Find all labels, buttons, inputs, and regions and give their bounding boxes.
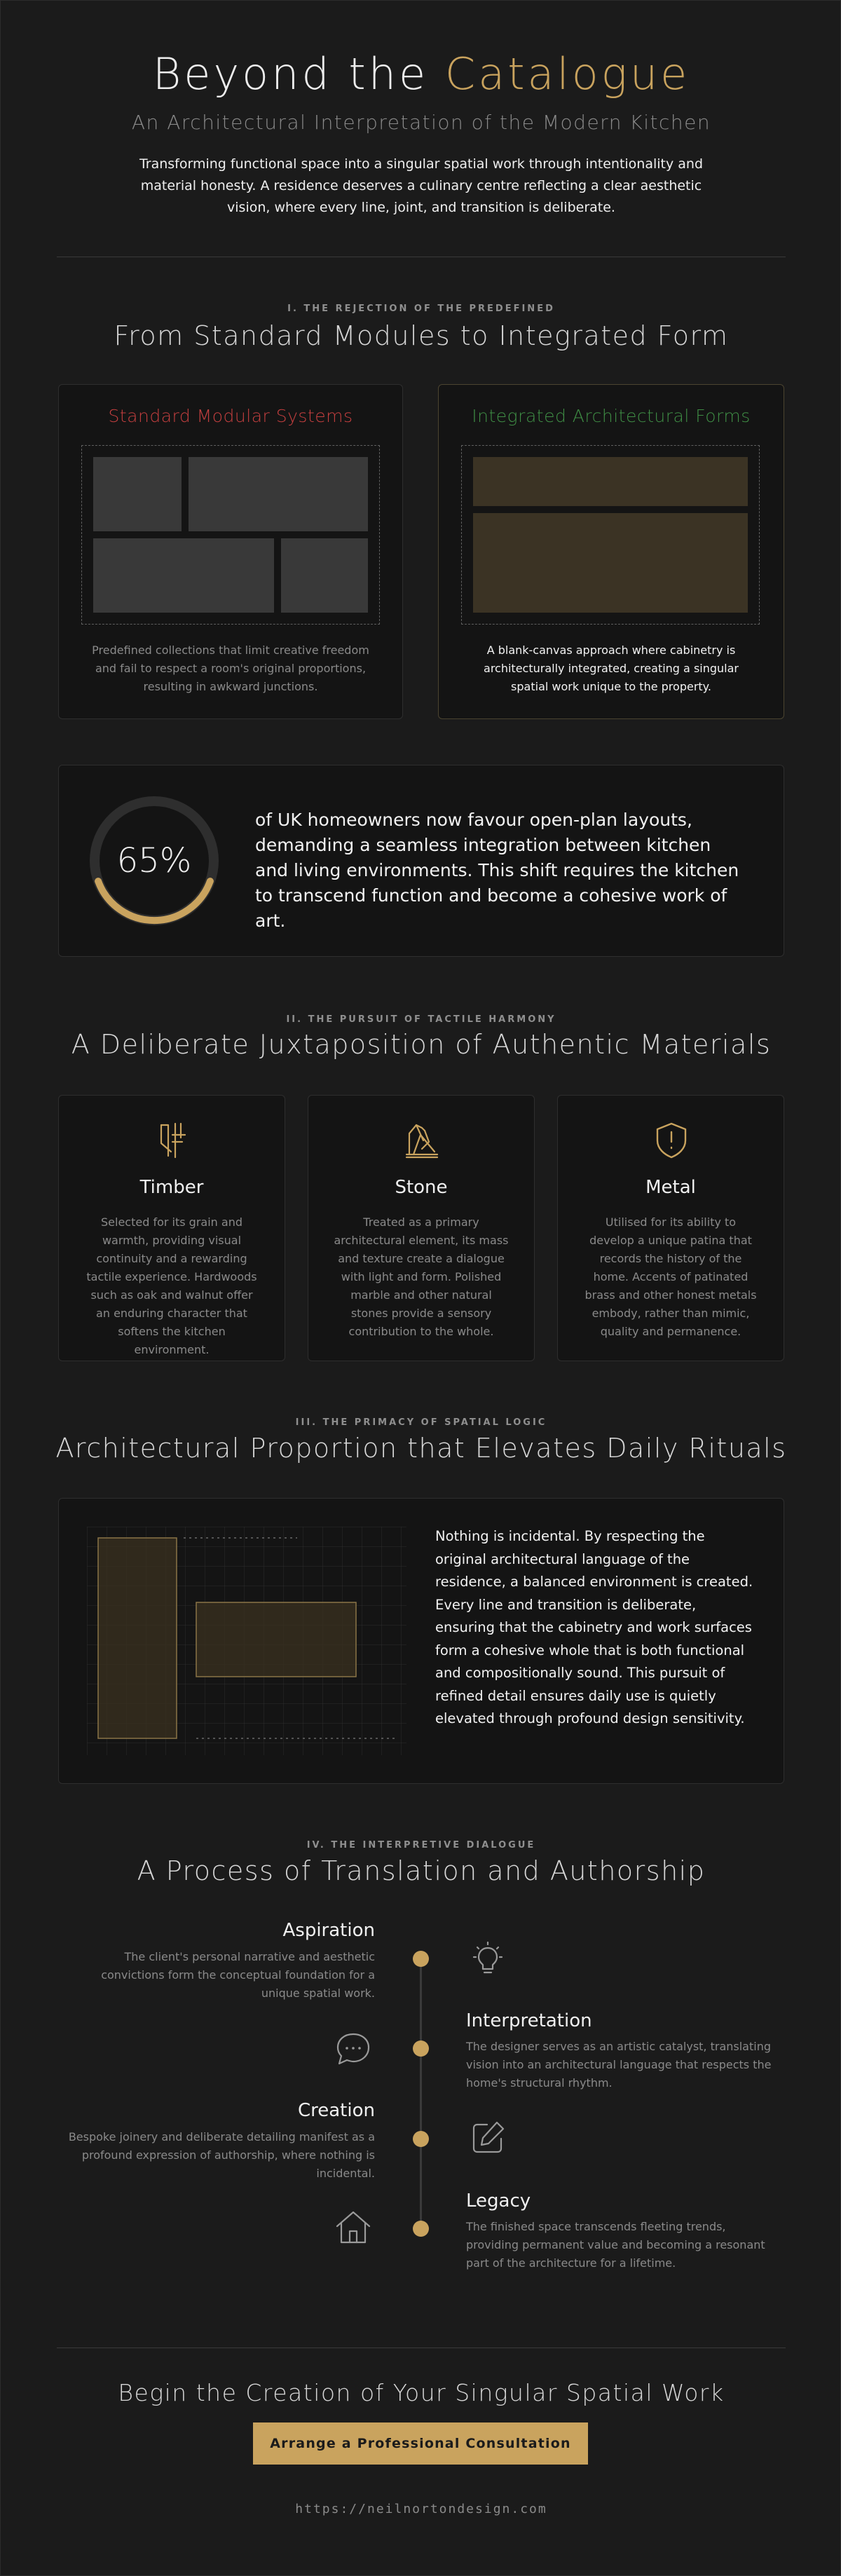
material-description: Selected for its grain and warmth, providing visual continuity and a rewarding tactile experience. Hardwoods such as oak and walnut offer an enduring character that softens the kitchen environment.	[86, 1215, 257, 1356]
proportion-card	[58, 1498, 784, 1784]
website-url[interactable]: https://neilnortondesign.com	[295, 2502, 547, 2516]
pencil-square-icon	[467, 2118, 508, 2158]
hero-title-accent: Catalogue	[444, 48, 690, 100]
standard-card-description: Predefined collections that limit creative freedom and fail to respect a room's original proportions, resulting in awkward junctions.	[92, 643, 369, 693]
standard-modular-card	[58, 384, 403, 719]
module-block	[281, 538, 368, 613]
timeline-step-title-aspiration: Aspiration	[282, 1920, 375, 1941]
proportion-grid-diagram	[87, 1527, 406, 1755]
cta-title: Begin the Creation of Your Singular Spatial Work	[118, 2379, 725, 2406]
material-description: Treated as a primary architectural element, its mass and texture create a dialogue with light and form. Polished marble and other natural stones provide a sensory contribution to the whole.	[334, 1215, 509, 1338]
integrated-card-title: Integrated Architectural Forms	[472, 406, 751, 426]
module-block	[93, 538, 274, 613]
material-description: Utilised for its ability to develop a unique patina that records the history of the home. Accents of patinated brass and other honest metals embody, rather than mimic, quality and permanence.	[584, 1215, 757, 1338]
metal-icon	[653, 1121, 690, 1160]
hero-title	[1, 48, 841, 100]
timeline-dot	[413, 2040, 429, 2057]
integrated-block	[473, 513, 748, 613]
lightbulb-icon	[467, 1940, 508, 1980]
timeline-step-description: The client's personal narrative and aesthetic convictions form the conceptual foundation for a unique spatial work.	[101, 1950, 375, 2000]
stat-value: 65%	[116, 841, 192, 880]
hero-title-main: Beyond the	[152, 48, 429, 100]
timeline-step-title-legacy: Legacy	[466, 2190, 531, 2212]
proportion-text: Nothing is incidental. By respecting the original architectural language of the residence, a balanced environment is created. Every line and transition is deliberate, ensuring that the cabinetry and work surfaces form a cohesive whole that is both functional and compositionally sound. This pursuit of refined detail ensures daily use is quietly elevated through profound design sensitivity.	[435, 1528, 753, 1726]
timeline-step-title-creation: Creation	[297, 2100, 375, 2121]
integrated-card-description: A blank-canvas approach where cabinetry is architecturally integrated, creating a singular spatial work unique to the property.	[484, 643, 739, 693]
section-1-title: From Standard Modules to Integrated Form	[114, 320, 729, 351]
timeline-step-title-interpretation: Interpretation	[466, 2010, 592, 2031]
material-card-timber	[58, 1095, 285, 1361]
module-block	[189, 457, 368, 531]
section-2-title: A Deliberate Juxtaposition of Authentic Materials	[71, 1029, 772, 1060]
worksurface-block	[196, 1602, 356, 1677]
hero-subtitle: An Architectural Interpretation of the Modern Kitchen	[131, 111, 711, 134]
section-4-title: A Process of Translation and Authorship	[137, 1855, 706, 1886]
timeline-dot	[413, 1951, 429, 1967]
timber-icon	[154, 1121, 191, 1160]
hero-intro: Transforming functional space into a singular spatial work through intentionality and material honesty. A residence deserves a culinary centre reflecting a clear aesthetic vision, where every line, joint, and transition is deliberate.	[139, 156, 704, 215]
section-1-eyebrow: I. THE REJECTION OF THE PREDEFINED	[287, 304, 555, 314]
section-4-eyebrow: IV. THE INTERPRETIVE DIALOGUE	[306, 1840, 536, 1851]
open-plan-stat-card	[58, 765, 784, 957]
house-icon	[333, 2207, 374, 2248]
stone-icon	[404, 1121, 440, 1160]
section-2-eyebrow: II. THE PURSUIT OF TACTILE HARMONY	[286, 1014, 556, 1025]
integrated-forms-diagram	[461, 445, 760, 625]
tall-unit-block	[98, 1538, 177, 1738]
section-3-eyebrow: III. THE PRIMACY OF SPATIAL LOGIC	[295, 1417, 547, 1428]
arrange-consultation-button[interactable]: Arrange a Professional Consultation	[253, 2422, 588, 2465]
stat-text: of UK homeowners now favour open-plan layouts, demanding a seamless integration between kitchen and living environments. This shift requires the kitchen to transcend function and become a cohesive work of art.	[255, 810, 739, 931]
material-title: Metal	[645, 1177, 696, 1198]
standard-card-title: Standard Modular Systems	[108, 406, 353, 426]
timeline-step-description: The finished space transcends fleeting trends, providing permanent value and becoming a resonant part of the architecture for a lifetime.	[466, 2220, 765, 2270]
material-card-stone	[308, 1095, 535, 1361]
standard-modules-diagram	[81, 445, 380, 625]
integrated-forms-card	[438, 384, 784, 719]
material-title: Timber	[139, 1177, 204, 1198]
timeline-line	[420, 1959, 422, 2230]
section-3-title: Architectural Proportion that Elevates Daily Rituals	[55, 1433, 787, 1464]
timeline-step-description: The designer serves as an artistic catalyst, translating vision into an architectural language that respects the home's structural rhythm.	[466, 2040, 772, 2090]
footer-divider	[57, 2347, 786, 2348]
integrated-block	[473, 457, 748, 506]
material-card-metal	[557, 1095, 784, 1361]
timeline-step-description: Bespoke joinery and deliberate detailing manifest as a profound expression of authorship, where nothing is incidental.	[68, 2130, 375, 2180]
timeline-dot	[413, 2131, 429, 2147]
material-title: Stone	[395, 1177, 448, 1198]
timeline-dot	[413, 2221, 429, 2237]
speech-bubble-icon	[333, 2029, 374, 2069]
module-block	[93, 457, 182, 531]
